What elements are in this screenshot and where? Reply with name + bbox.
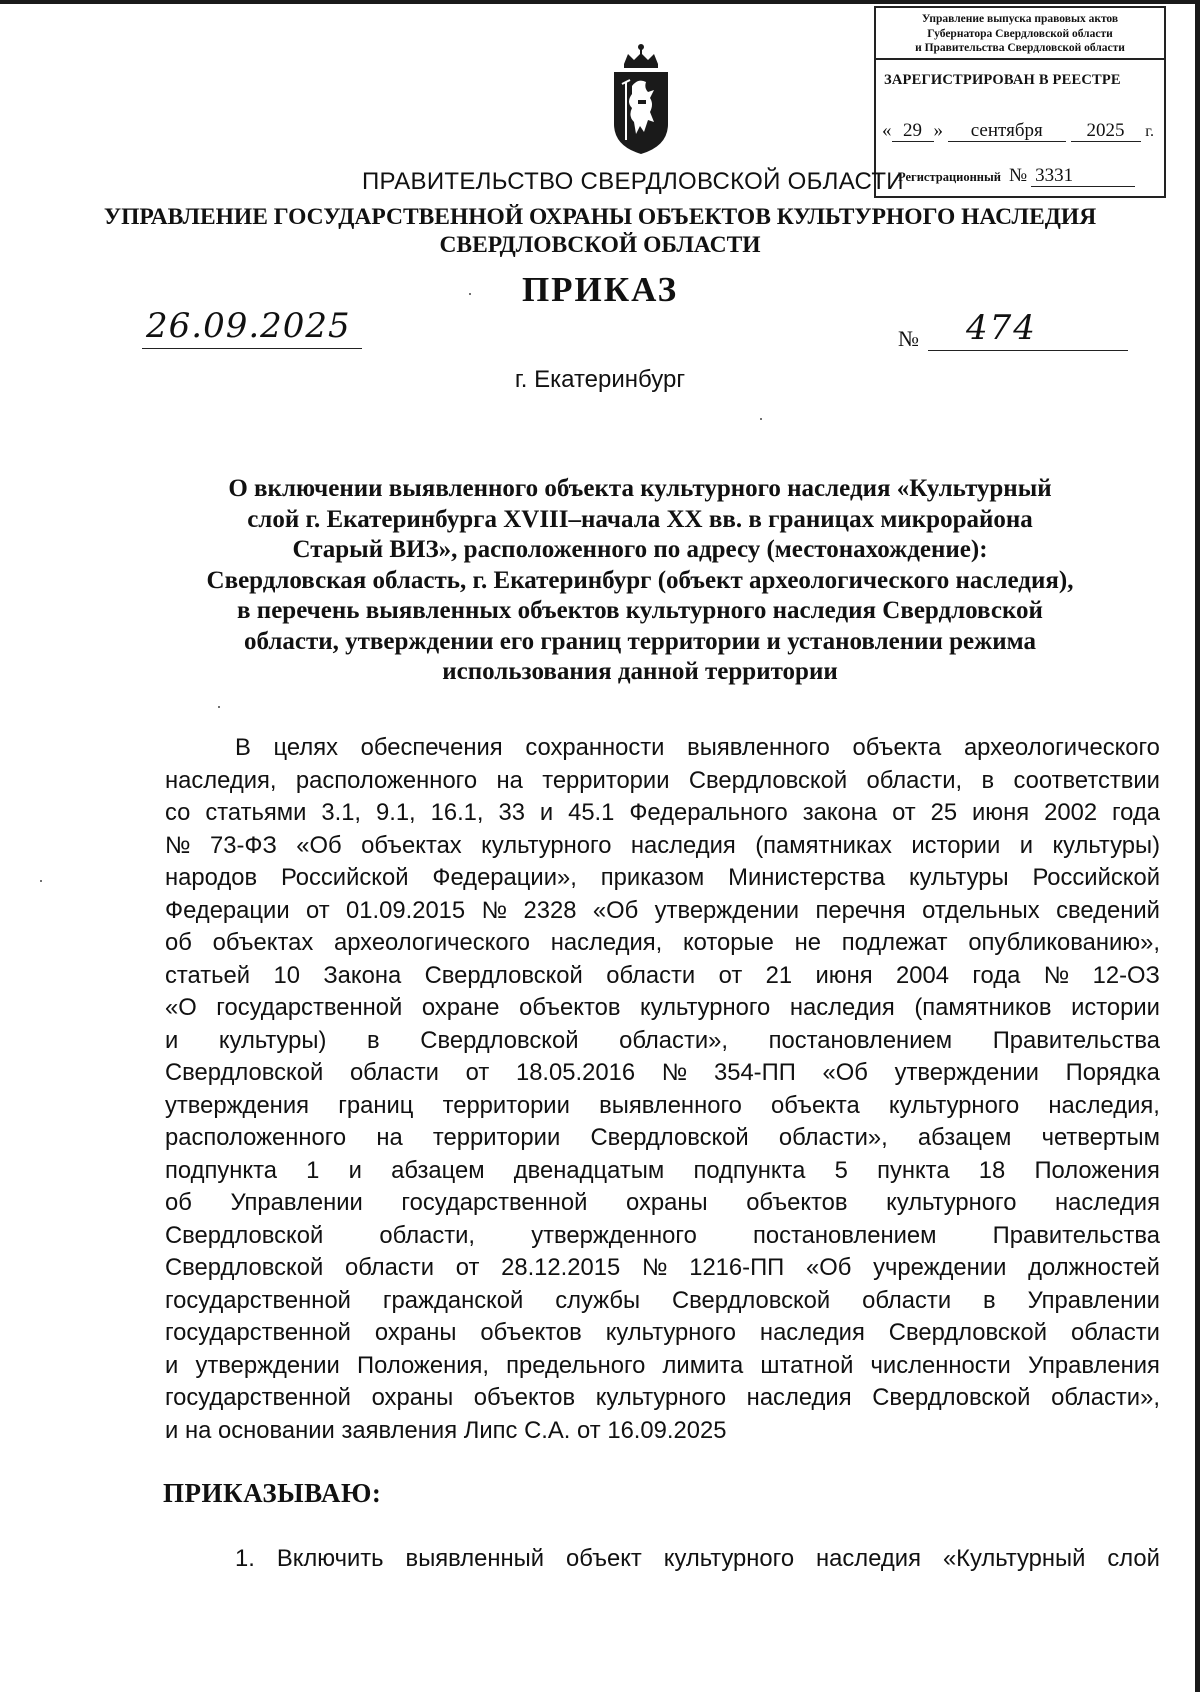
body-line: об объектах археологического наследия, которые не подлежат опубликованию», [165, 929, 1160, 956]
handwritten-number: 474 [966, 308, 1037, 348]
coat-of-arms-icon [610, 42, 672, 156]
stamp-year: 2025 [1071, 121, 1141, 142]
title-line: Старый ВИЗ», расположенного по адресу (местонахождение): [292, 536, 988, 563]
department-name [100, 203, 1100, 259]
order-item-1: 1. Включить выявленный объект культурного наследия «Культурный слой [235, 1545, 1160, 1572]
stamp-day: 29 [892, 121, 934, 142]
document-type: ПРИКАЗ [521, 270, 679, 309]
body-line: В целях обеспечения сохранности выявленного объекта археологического [235, 734, 1160, 761]
handwritten-date: 26.09.2025 [146, 306, 351, 346]
body-line: народов Российской Федерации», приказом Министерства культуры Российской [165, 864, 1160, 891]
body-line: и культуры) в Свердловской области», постановлением Правительства [165, 1026, 1160, 1054]
stamp-header-line: Управление выпуска правовых актов [921, 13, 1119, 25]
title-line: О включении выявленного объекта культурного наследия «Культурный [228, 475, 1052, 502]
scan-edge-right [1195, 0, 1200, 1692]
title-line: Свердловская область, г. Екатеринбург (объект археологического наследия), [206, 566, 1074, 594]
stamp-close-quote: » [933, 120, 943, 141]
body-line: Федерации от 01.09.2015 № 2328 «Об утверждении перечня отдельных сведений [165, 896, 1160, 924]
scan-speck [218, 706, 220, 708]
body-line: государственной охраны объектов культурного наследия Свердловской области», [165, 1384, 1160, 1411]
stamp-open-quote: « [882, 120, 892, 141]
title-line: использования данной территории [442, 658, 838, 685]
stamp-registered-label: ЗАРЕГИСТРИРОВАН В РЕЕСТРЕ [884, 72, 1121, 88]
stamp-reg-number-row [898, 165, 1135, 187]
stamp-header-line: Губернатора Свердловской области [927, 27, 1113, 40]
body-line: со статьями 3.1, 9.1, 16.1, 33 и 45.1 Федерального закона от 25 июня 2002 года [165, 799, 1160, 826]
body-line: утверждения границ территории выявленного объекта культурного наследия, [165, 1091, 1160, 1119]
order-heading: ПРИКАЗЫВАЮ: [163, 1478, 382, 1508]
body-line: Свердловской области, утвержденного постановлением Правительства [165, 1221, 1160, 1249]
scan-speck [760, 418, 762, 420]
registration-stamp [874, 6, 1166, 198]
body-line: государственной гражданской службы Свердловской области в Управлении [165, 1286, 1160, 1314]
title-line: области, утверждении его границ территории и установлении режима [243, 627, 1037, 655]
department-line: СВЕРДЛОВСКОЙ ОБЛАСТИ [439, 232, 761, 258]
scan-speck [469, 293, 471, 295]
body-line: государственной охраны объектов культурного наследия Свердловской области [165, 1319, 1160, 1346]
city: г. Екатеринбург [514, 366, 686, 393]
title-line: слой г. Екатеринбурга XVIII–начала XX вв. в границах микрорайона [247, 505, 1033, 533]
body-line: и на основании заявления Липс С.А. от 16.09.2025 [165, 1416, 727, 1444]
body-line: подпункта 1 и абзацем двенадцатым подпункта 5 пункта 18 Положения [165, 1156, 1160, 1184]
government-name: ПРАВИТЕЛЬСТВО СВЕРДЛОВСКОЙ ОБЛАСТИ [362, 168, 904, 195]
number-underline [928, 350, 1128, 351]
body-line: Свердловской области от 18.05.2016 № 354-ПП «Об утверждении Порядка [165, 1059, 1160, 1086]
body-line: № 73-ФЗ «Об объектах культурного наследия (памятниках истории и культуры) [165, 831, 1160, 859]
stamp-reg-label: Регистрационный [898, 170, 1001, 184]
stamp-header [876, 8, 1164, 60]
body-line: и утверждении Положения, предельного лимита штатной численности Управления [165, 1351, 1160, 1379]
preamble-text [165, 732, 1160, 1447]
number-label: № [898, 326, 919, 351]
stamp-year-suffix: г. [1145, 123, 1155, 140]
stamp-reg-no-sign: № [1008, 165, 1028, 186]
date-underline [142, 348, 362, 349]
body-line: Свердловской области от 28.12.2015 № 1216-ПП «Об учреждении должностей [165, 1254, 1160, 1281]
stamp-header-line: и Правительства Свердловской области [915, 42, 1125, 54]
document-title [150, 474, 1130, 688]
body-line: «О государственной охране объектов культурного наследия (памятников истории [165, 994, 1160, 1021]
scan-edge-top [0, 0, 1200, 4]
body-line: наследия, расположенного на территории Свердловской области, в соответствии [165, 766, 1160, 794]
scan-speck [40, 880, 42, 882]
stamp-date [882, 120, 1154, 142]
department-line: УПРАВЛЕНИЕ ГОСУДАРСТВЕННОЙ ОХРАНЫ ОБЪЕКТОВ КУЛЬТУРНОГО НАСЛЕДИЯ [103, 204, 1097, 230]
body-line: об Управлении государственной охраны объектов культурного наследия [165, 1189, 1160, 1216]
body-line: расположенного на территории Свердловской области», абзацем четвертым [165, 1124, 1160, 1151]
stamp-reg-number: 3331 [1031, 166, 1135, 187]
stamp-month: сентября [948, 121, 1066, 142]
body-line: статьей 10 Закона Свердловской области от 21 июня 2004 года № 12-ОЗ [165, 961, 1160, 989]
title-line: в перечень выявленных объектов культурного наследия Свердловской [237, 597, 1043, 624]
